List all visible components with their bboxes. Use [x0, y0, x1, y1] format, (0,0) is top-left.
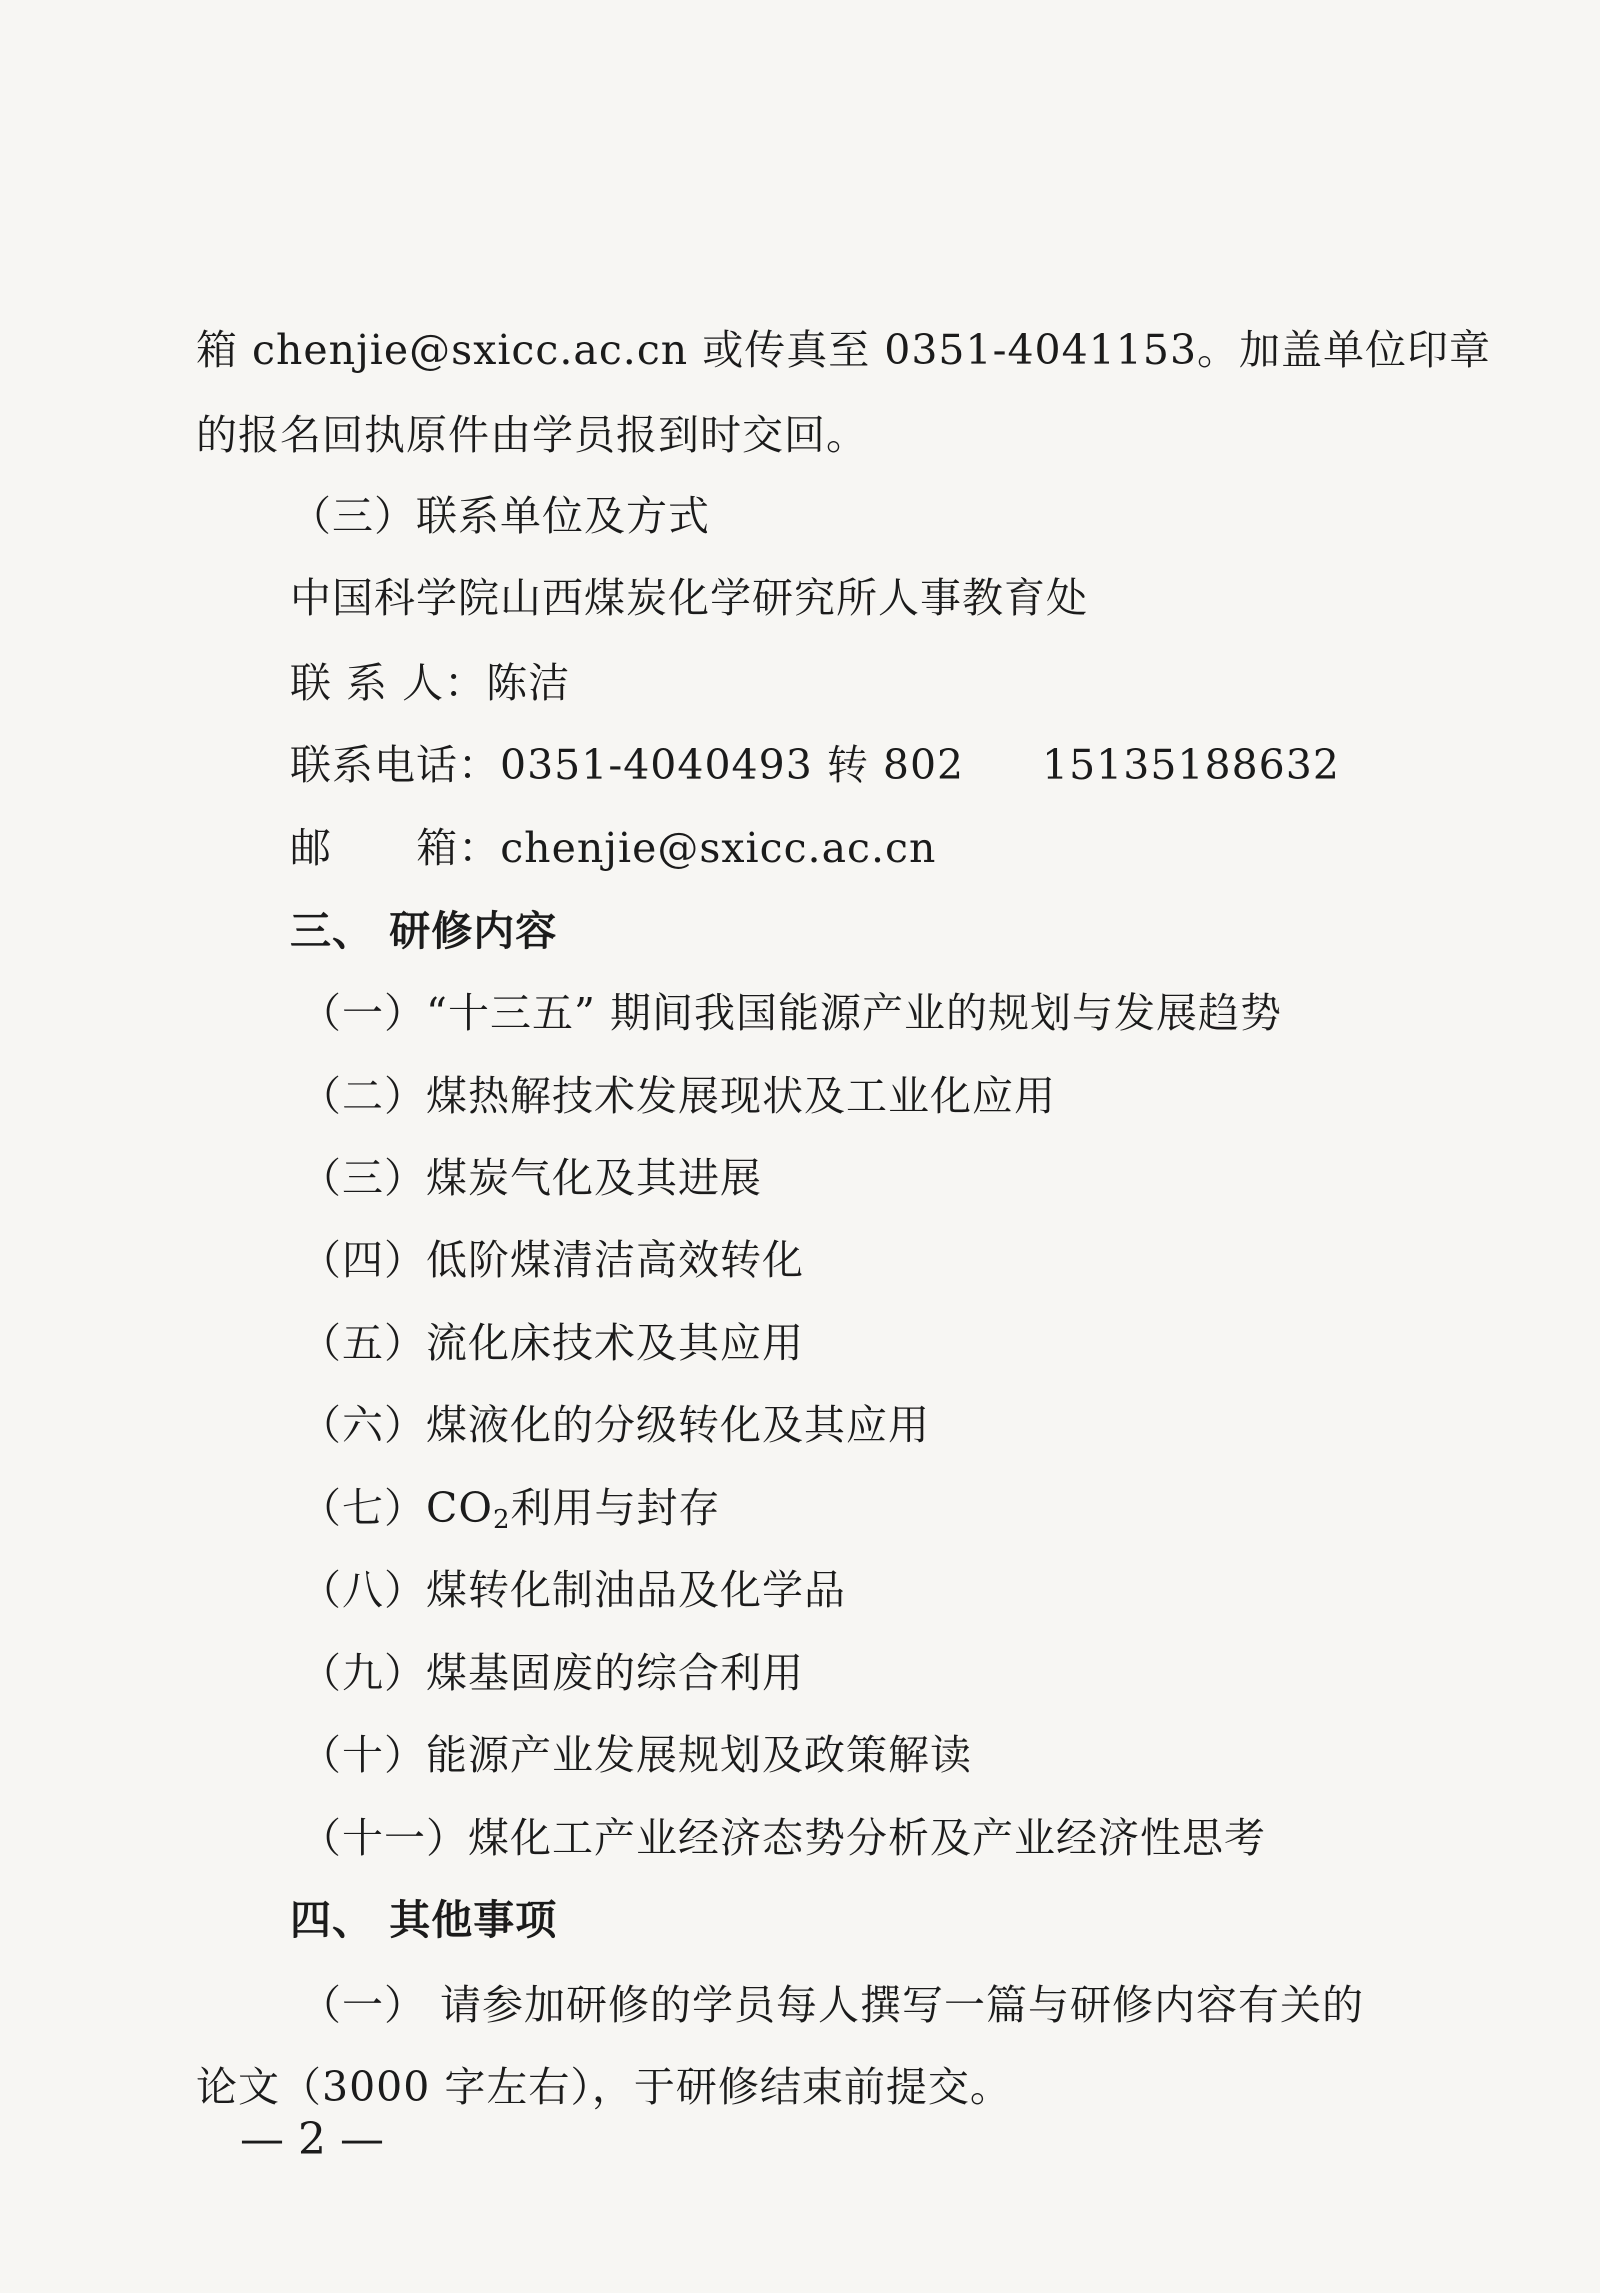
- list-item: （二）煤热解技术发展现状及工业化应用: [300, 1072, 1056, 1120]
- list-item: （一）“十三五” 期间我国能源产业的规划与发展趋势: [300, 989, 1282, 1037]
- paragraph-line: （一） 请参加研修的学员每人撰写一篇与研修内容有关的: [300, 1981, 1365, 2029]
- list-item: （八）煤转化制油品及化学品: [300, 1566, 846, 1614]
- contact-email-label: 邮 箱：: [290, 824, 501, 872]
- contact-email-row: [290, 820, 936, 876]
- contact-person-label: 联 系 人：: [290, 659, 487, 707]
- contact-heading: （三）联系单位及方式: [290, 492, 710, 540]
- contact-unit: 中国科学院山西煤炭化学研究所人事教育处: [290, 574, 1088, 622]
- list-item: （四）低阶煤清洁高效转化: [300, 1236, 804, 1284]
- contact-person-row: [290, 655, 570, 711]
- list-item-text: 利用与封存: [510, 1484, 721, 1532]
- paragraph-line: 论文（3000 字左右），于研修结束前提交。: [196, 2063, 1012, 2111]
- co2-formula: $CO_2$: [426, 1484, 511, 1535]
- paragraph-line: 的报名回执原件由学员报到时交回。: [196, 411, 868, 459]
- contact-mobile: 15135188632: [1042, 741, 1340, 789]
- list-item-number: （七）: [300, 1484, 426, 1532]
- contact-phone-row: [290, 737, 964, 793]
- paragraph-line: 箱 chenjie@sxicc.ac.cn 或传真至 0351-4041153。加盖单位印章: [196, 326, 1492, 374]
- contact-phone: 0351-4040493 转 802: [500, 741, 965, 789]
- contact-person: 陈洁: [486, 659, 571, 707]
- section-heading: 三、 研修内容: [290, 907, 558, 955]
- contact-phone-label: 联系电话：: [290, 741, 500, 789]
- list-item: （十一）煤化工产业经济态势分析及产业经济性思考: [300, 1814, 1266, 1862]
- list-item: （十）能源产业发展规划及政策解读: [300, 1731, 972, 1779]
- list-item: （九）煤基固废的综合利用: [300, 1649, 804, 1697]
- contact-email: chenjie@sxicc.ac.cn: [500, 824, 937, 872]
- list-item: [300, 1480, 721, 1548]
- section-heading: 四、 其他事项: [290, 1896, 558, 1944]
- list-item: （六）煤液化的分级转化及其应用: [300, 1401, 930, 1449]
- list-item: （三）煤炭气化及其进展: [300, 1154, 762, 1202]
- list-item: （五）流化床技术及其应用: [300, 1319, 804, 1367]
- page-number: — 2 —: [240, 2114, 384, 2165]
